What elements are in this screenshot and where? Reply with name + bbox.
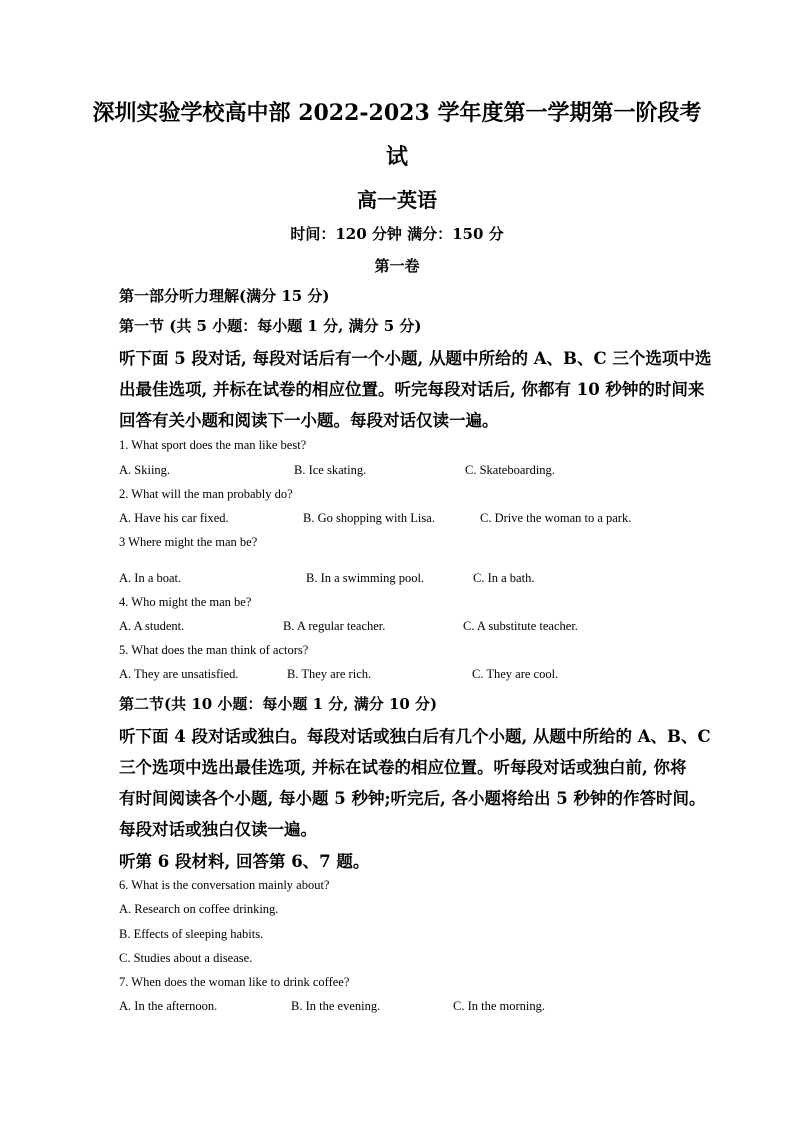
option-c: C. Studies about a disease.: [119, 951, 253, 965]
question-6: 6. What is the conversation mainly about?: [119, 878, 330, 892]
question-2: 2. What will the man probably do?: [119, 487, 293, 501]
question-4: 4. Who might the man be?: [119, 595, 252, 609]
section1-instruction-line: 回答有关小题和阅读下一小题。每段对话仅读一遍。: [119, 411, 499, 430]
subject-title: 高一英语: [357, 188, 437, 212]
question-5: 5. What does the man think of actors?: [119, 643, 309, 657]
exam-title: 深圳实验学校高中部 2022-2023 学年度第一学期第一阶段考: [92, 100, 702, 126]
option-a: A. In a boat.: [119, 571, 182, 585]
exam-title-continued: 试: [385, 144, 408, 170]
section2-instruction-line: 三个选项中选出最佳选项, 并标在试卷的相应位置。听每段对话或独白前, 你将: [119, 758, 687, 777]
question-3: 3 Where might the man be?: [119, 535, 258, 549]
option-b: B. Go shopping with Lisa.: [303, 511, 435, 525]
option-b: B. They are rich.: [287, 667, 372, 681]
option-a: A. A student.: [119, 619, 185, 633]
option-b: B. In a swimming pool.: [306, 571, 425, 585]
volume-label: 第一卷: [374, 257, 420, 275]
section2-instruction-line: 听下面 4 段对话或独白。每段对话或独白后有几个小题, 从题中所给的 A、B、C: [119, 727, 711, 746]
option-c: C. In the morning.: [453, 999, 546, 1013]
option-a: A. They are unsatisfied.: [119, 667, 239, 681]
material-note: 听第 6 段材料, 回答第 6、7 题。: [119, 852, 370, 871]
option-a: A. Have his car fixed.: [119, 511, 229, 525]
option-c: C. Skateboarding.: [465, 463, 555, 477]
option-c: C. Drive the woman to a park.: [480, 511, 632, 525]
option-b: B. Ice skating.: [294, 463, 367, 477]
option-b: B. In the evening.: [291, 999, 381, 1013]
option-a: A. In the afternoon.: [119, 999, 218, 1013]
option-b: B. Effects of sleeping habits.: [119, 927, 264, 941]
section1-instruction-line: 出最佳选项, 并标在试卷的相应位置。听完每段对话后, 你都有 10 秒钟的时间来: [119, 380, 705, 399]
option-a: A. Skiing.: [119, 463, 171, 477]
section1-heading: 第一节 (共 5 小题：每小题 1 分, 满分 5 分): [119, 317, 422, 335]
section2-instruction-line: 有时间阅读各个小题, 每小题 5 秒钟;听完后, 各小题将给出 5 秒钟的作答时间。: [119, 789, 706, 808]
option-a: A. Research on coffee drinking.: [119, 902, 279, 916]
option-b: B. A regular teacher.: [283, 619, 386, 633]
part1-heading: 第一部分听力理解(满分 15 分): [119, 287, 330, 305]
time-info: 时间：120 分钟 满分：150 分: [290, 225, 504, 243]
option-c: C. They are cool.: [472, 667, 559, 681]
option-c: C. In a bath.: [473, 571, 535, 585]
section2-instruction-line: 每段对话或独白仅读一遍。: [119, 820, 317, 839]
question-1: 1. What sport does the man like best?: [119, 438, 307, 452]
question-7: 7. When does the woman like to drink coffee?: [119, 975, 350, 989]
section2-heading: 第二节(共 10 小题：每小题 1 分, 满分 10 分): [119, 695, 438, 713]
option-c: C. A substitute teacher.: [463, 619, 578, 633]
section1-instruction-line: 听下面 5 段对话, 每段对话后有一个小题, 从题中所给的 A、B、C 三个选项中选: [119, 349, 712, 368]
